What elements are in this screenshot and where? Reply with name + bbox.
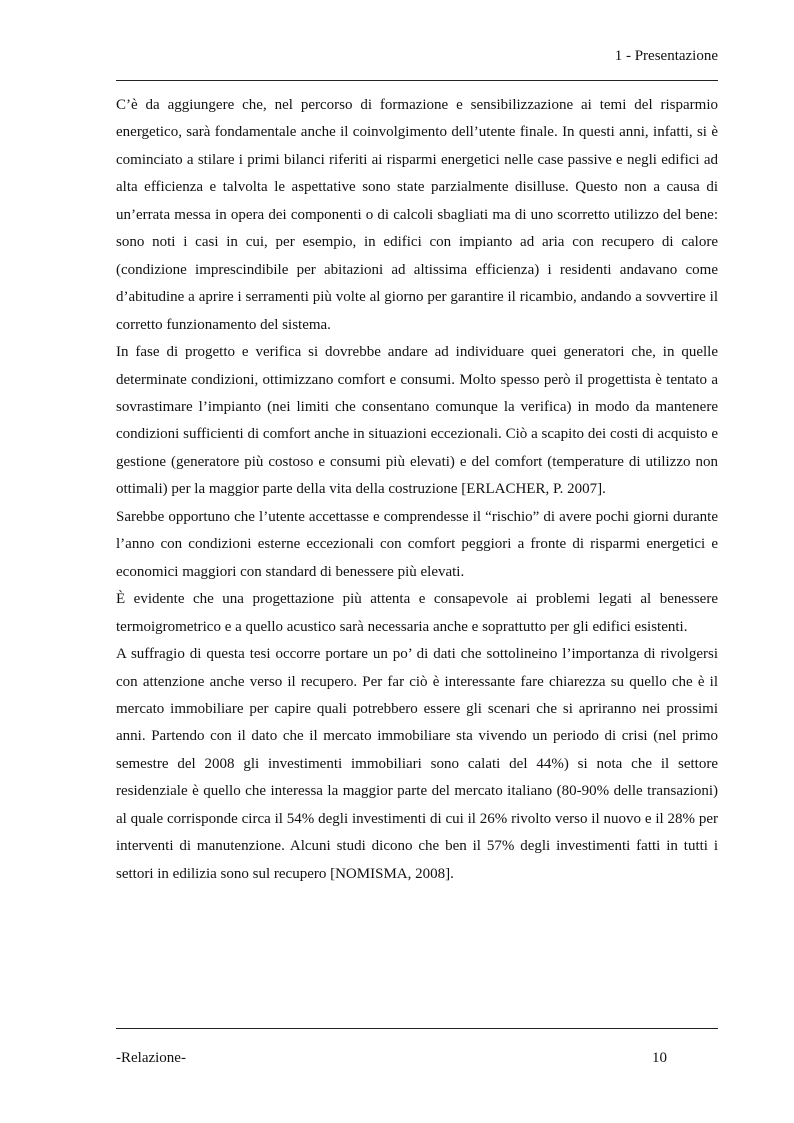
paragraph: È evidente che una progettazione più attenta e consapevole ai problemi legati al benessere termoigrometrico e a quello acustico sarà necessaria anche e soprattutto per gli edifici esistenti. xyxy=(116,591,718,635)
running-header-title: 1 - Presentazione xyxy=(614,48,718,64)
page-number: 10 xyxy=(652,1050,667,1066)
footer-rule xyxy=(116,1028,718,1029)
body-text xyxy=(116,92,718,888)
paragraph: C’è da aggiungere che, nel percorso di formazione e sensibilizzazione ai temi del risparmio energetico, sarà fondamentale anche il coinvolgimento dell’utente finale. In questi anni, infatti, si è cominciato a stilare i primi bilanci riferiti ai risparmi energetici nelle case passive e negli edifici ad alta efficienza e talvolta le aspettative sono state parzialmente disilluse. Questo non a causa di un’errata messa in opera dei componenti o di calcoli sbagliati ma di uno scorretto utilizzo del bene: sono noti i casi in cui, per esempio, in edifici con impianto ad aria con recupero di calore (condizione imprescindibile per abitazioni ad altissima efficienza) i residenti andavano come d’abitudine a aprire i serramenti più volte al giorno per garantire il ricambio, andando a sovvertire il corretto funzionamento del sistema. xyxy=(116,97,718,333)
footer-label: -Relazione- xyxy=(116,1050,186,1066)
paragraph: Sarebbe opportuno che l’utente accettasse e comprendesse il “rischio” di avere pochi giorni durante l’anno con condizioni esterne eccezionali con comfort peggiori a fronte di risparmi energetici e economici maggiori con standard di benessere più elevati. xyxy=(116,508,718,580)
paragraph: A suffragio di questa tesi occorre portare un po’ di dati che sottolineino l’importanza di rivolgersi con attenzione anche verso il recupero. Per far ciò è interessante fare chiarezza su quello che è il mercato immobiliare per capire quali potrebbero essere gli scenari che si apriranno nei prossimi anni. Partendo con il dato che il mercato immobiliare sta vivendo un periodo di crisi (nel primo semestre del 2008 gli investimenti immobiliari sono calati del 44%) si nota che il settore residenziale è quello che interessa la maggior parte del mercato italiano (80-90% delle transazioni) al quale corrisponde circa il 54% degli investimenti di cui il 26% rivolto verso il nuovo e il 28% per interventi di manutenzione. Alcuni studi dicono che ben il 57% degli investimenti fatti in tutti i settori in edilizia sono sul recupero [NOMISMA, 2008]. xyxy=(116,646,718,882)
paragraph: In fase di progetto e verifica si dovrebbe andare ad individuare quei generatori che, in quelle determinate condizioni, ottimizzano comfort e consumi. Molto spesso però il progettista è tentato a sovrastimare l’impianto (nei limiti che consentano comunque la verifica) in modo da mantenere condizioni sufficienti di comfort anche in situazioni eccezionali. Ciò a scapito dei costi di acquisto e gestione (generatore più costoso e consumi più elevati) e del comfort (temperature di utilizzo non ottimali) per la maggior parte della vita della costruzione [ERLACHER, P. 2007]. xyxy=(116,344,718,498)
header-rule xyxy=(116,80,718,81)
